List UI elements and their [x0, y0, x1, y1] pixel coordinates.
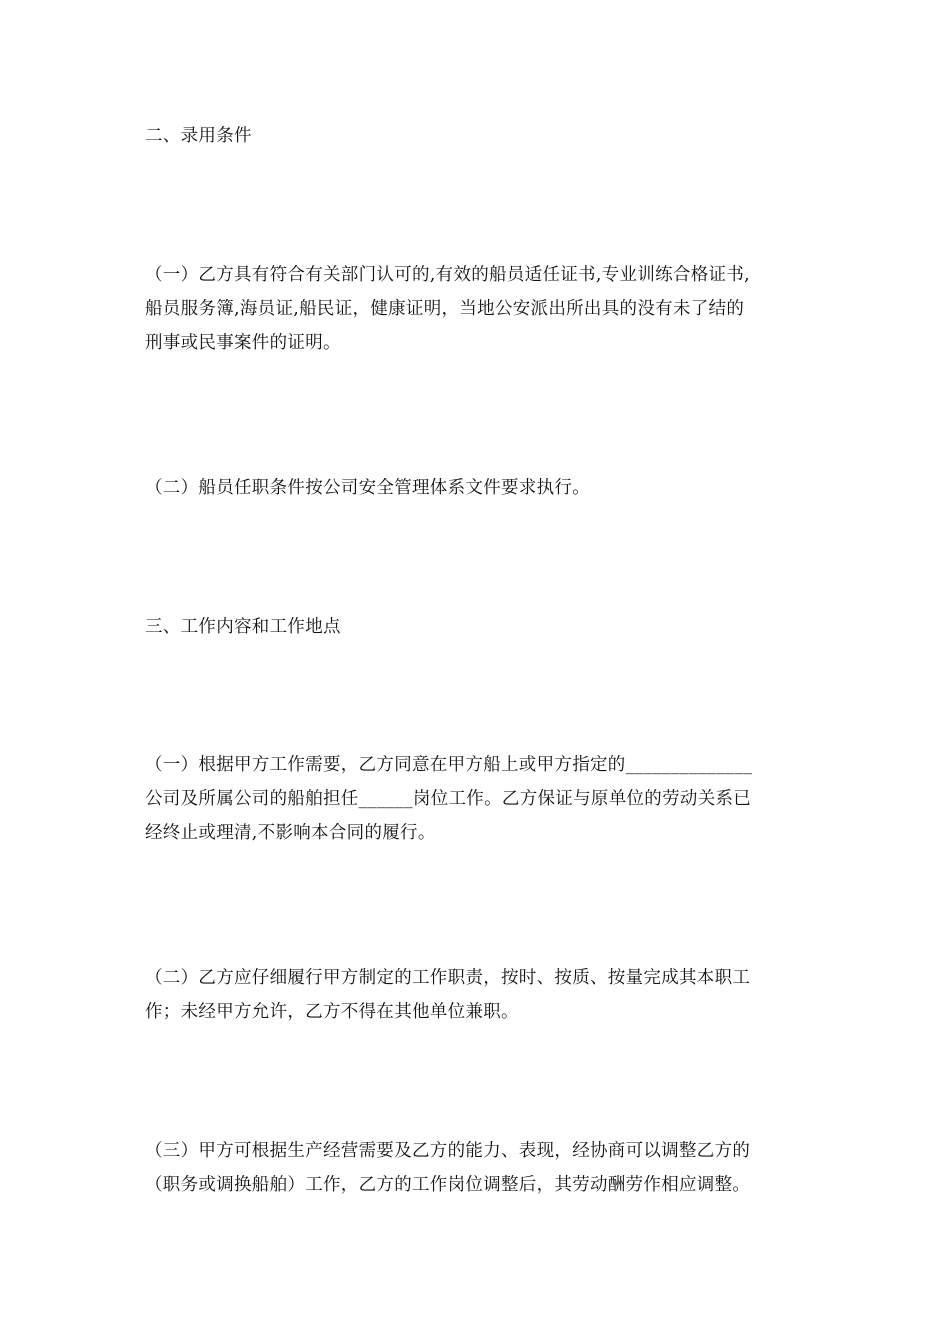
text-line: （一）根据甲方工作需要，乙方同意在甲方船上或甲方指定的______________: [145, 755, 753, 775]
section-2-item-2: [145, 471, 810, 505]
text-line: 三、工作内容和工作地点: [145, 617, 341, 637]
section-3-item-1: [145, 748, 810, 850]
text-line: （二）乙方应仔细履行甲方制定的工作职责，按时、按质、按量完成其本职工: [145, 968, 751, 988]
text-line: 刑事或民事案件的证明。: [145, 333, 341, 353]
text-line: 作；未经甲方允许，乙方不得在其他单位兼职。: [145, 1002, 519, 1022]
section-3-heading: [145, 610, 810, 644]
text-line: （职务或调换船舶）工作，乙方的工作岗位调整后，其劳动酬劳作相应调整。: [145, 1175, 751, 1195]
text-line: 船员服务簿,海员证,船民证，健康证明，当地公安派出所出具的没有未了结的: [145, 299, 745, 319]
text-line: （一）乙方具有符合有关部门认可的,有效的船员适任证书,专业训练合格证书,: [145, 265, 750, 285]
section-2-heading: [145, 119, 810, 153]
section-3-item-3: [145, 1134, 810, 1202]
text-line: 公司及所属公司的船舶担任______岗位工作。乙方保证与原单位的劳动关系已: [145, 789, 752, 809]
text-line: （二）船员任职条件按公司安全管理体系文件要求执行。: [145, 478, 590, 498]
text-line: 二、录用条件: [145, 126, 252, 146]
text-line: 经终止或理清,不影响本合同的履行。: [145, 823, 436, 843]
text-line: （三）甲方可根据生产经营需要及乙方的能力、表现，经协商可以调整乙方的: [145, 1141, 751, 1161]
section-2-item-1: [145, 258, 810, 360]
section-3-item-2: [145, 961, 810, 1029]
